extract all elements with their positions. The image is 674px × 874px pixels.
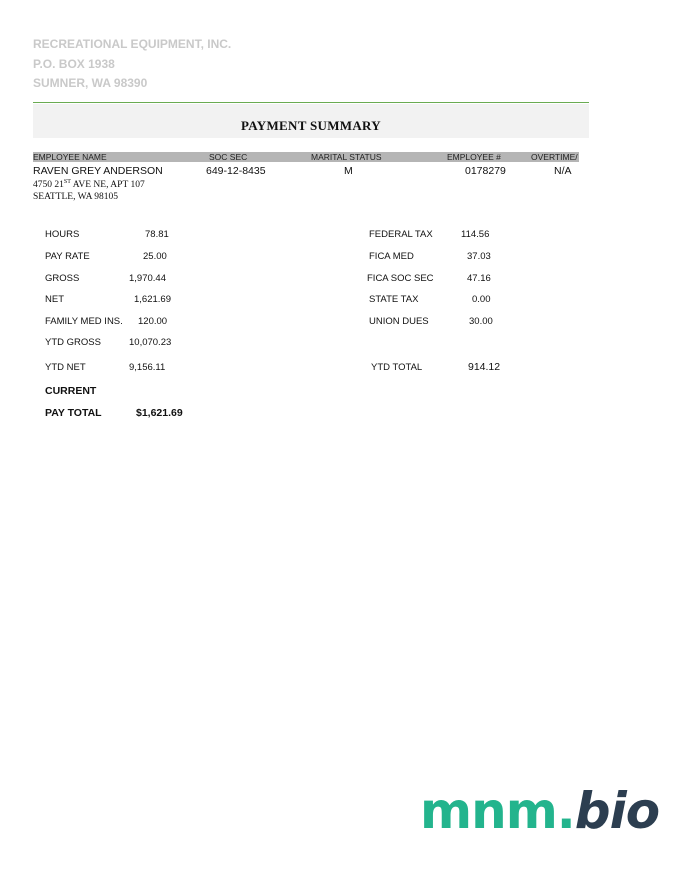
current-label: CURRENT bbox=[45, 385, 97, 397]
pay-rate-label: PAY RATE bbox=[45, 251, 90, 262]
pay-total-label: PAY TOTAL bbox=[45, 407, 102, 419]
net-value: 1,621.69 bbox=[134, 294, 171, 305]
document-title: PAYMENT SUMMARY bbox=[241, 118, 381, 133]
union-dues-label: UNION DUES bbox=[369, 316, 429, 327]
fica-med-label: FICA MED bbox=[369, 251, 414, 262]
employee-address: 4750 21ST AVE NE, APT 107 bbox=[33, 179, 145, 190]
ytd-total-value: 914.12 bbox=[468, 361, 501, 373]
family-med-value: 120.00 bbox=[138, 316, 168, 327]
employee-name: RAVEN GREY ANDERSON bbox=[33, 165, 163, 177]
ytd-gross-value: 10,070.23 bbox=[129, 337, 172, 348]
fica-soc-label: FICA SOC SEC bbox=[367, 273, 434, 284]
federal-tax-label: FEDERAL TAX bbox=[369, 229, 433, 240]
ytd-total-label: YTD TOTAL bbox=[371, 362, 423, 373]
ytd-net-value: 9,156.11 bbox=[129, 362, 166, 373]
pay-total-value: $1,621.69 bbox=[136, 407, 183, 419]
employee-city: SEATTLE, WA 98105 bbox=[33, 192, 119, 202]
company-address-line2: SUMNER, WA 98390 bbox=[33, 76, 148, 90]
pay-rate-value: 25.00 bbox=[143, 251, 167, 262]
company-name: RECREATIONAL EQUIPMENT, INC. bbox=[33, 37, 232, 51]
employee-number: 0178279 bbox=[465, 165, 506, 177]
employee-marital-status: M bbox=[344, 165, 353, 177]
federal-tax-value: 114.56 bbox=[461, 229, 490, 240]
header-divider bbox=[33, 102, 589, 103]
state-tax-label: STATE TAX bbox=[369, 294, 419, 305]
col-overtime: OVERTIME/ bbox=[531, 152, 578, 162]
union-dues-value: 30.00 bbox=[469, 316, 493, 327]
gross-value: 1,970.44 bbox=[129, 273, 166, 284]
family-med-label: FAMILY MED INS. bbox=[45, 316, 123, 327]
company-block bbox=[33, 35, 231, 94]
ytd-net-label: YTD NET bbox=[45, 362, 86, 373]
fica-soc-value: 47.16 bbox=[467, 273, 491, 284]
employee-overtime: N/A bbox=[554, 165, 572, 177]
employee-soc-sec: 649-12-8435 bbox=[206, 165, 266, 177]
fica-med-value: 37.03 bbox=[467, 251, 491, 262]
gross-label: GROSS bbox=[45, 273, 80, 284]
col-employee-name: EMPLOYEE NAME bbox=[33, 152, 107, 162]
ytd-gross-label: YTD GROSS bbox=[45, 337, 101, 348]
hours-label: HOURS bbox=[45, 229, 80, 240]
hours-value: 78.81 bbox=[145, 229, 169, 240]
col-soc-sec: SOC SEC bbox=[209, 152, 248, 162]
state-tax-value: 0.00 bbox=[472, 294, 491, 305]
title-bar bbox=[33, 104, 589, 138]
watermark-logo: mnm.bio bbox=[420, 782, 660, 840]
company-address-line1: P.O. BOX 1938 bbox=[33, 56, 115, 71]
col-employee-number: EMPLOYEE # bbox=[447, 152, 501, 162]
col-marital-status: MARITAL STATUS bbox=[311, 152, 382, 162]
net-label: NET bbox=[45, 294, 64, 305]
